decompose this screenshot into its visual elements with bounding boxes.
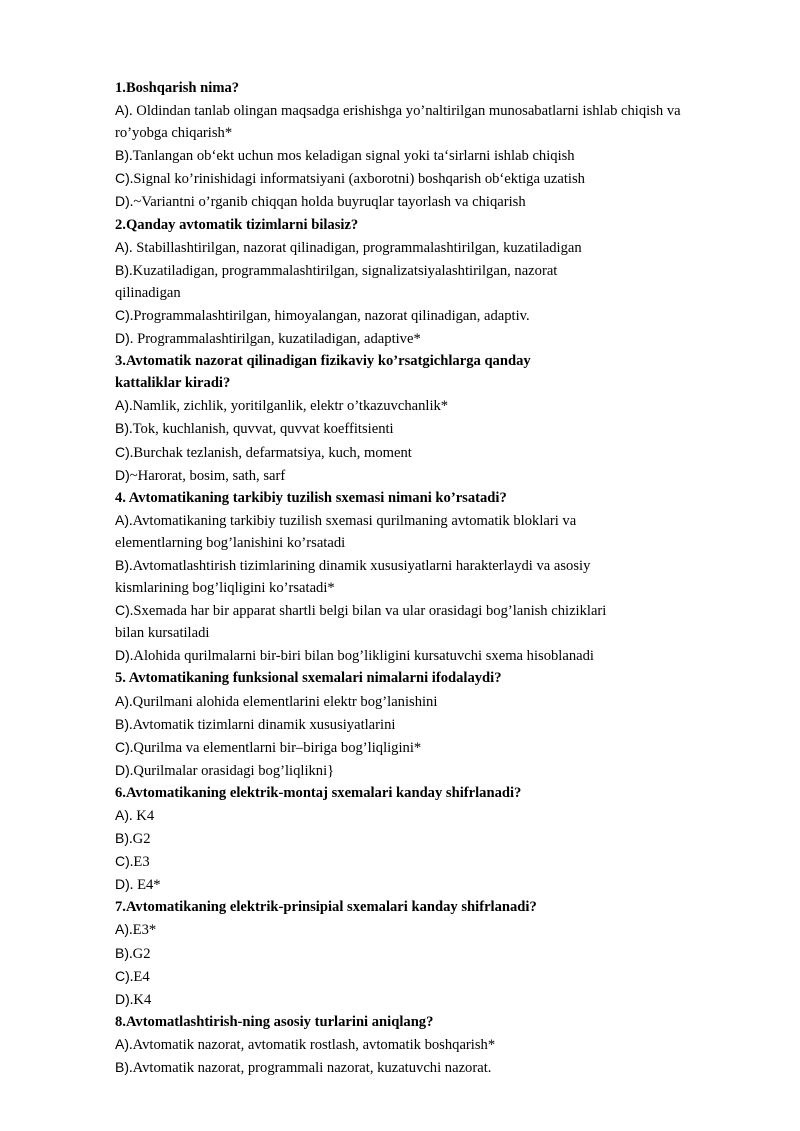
option-letter: B) xyxy=(115,556,129,573)
answer-option xyxy=(115,259,755,282)
option-text: .Avtomatlashtirish tizimlarining dinamik xususiyatlarni harakterlaydi va asosiy xyxy=(129,557,591,574)
answer-option xyxy=(115,850,755,873)
question-block xyxy=(115,350,755,487)
option-text: .Tanlangan ob‘ekt uchun mos keladigan signal yoki ta‘sirlarni ishlab chiqish xyxy=(129,148,575,165)
answer-option xyxy=(115,988,755,1011)
question-title: 2.Qanday avtomatik tizimlarni bilasiz? xyxy=(115,216,359,233)
option-letter: A) xyxy=(115,511,129,528)
option-text: . Stabillashtirilgan, nazorat qilinadigan, programmalashtirilgan, kuzatiladigan xyxy=(129,239,582,256)
option-letter: D) xyxy=(115,876,130,893)
question-title: 4. Avtomatikaning tarkibiy tuzilish sxemasi nimani ko’rsatadi? xyxy=(115,489,507,506)
option-letter: B) xyxy=(115,1059,129,1076)
answer-option xyxy=(115,736,755,759)
question-title: 5. Avtomatikaning funksional sxemalari nimalarni ifodalaydi? xyxy=(115,670,502,687)
answer-option xyxy=(115,644,755,667)
answer-option xyxy=(115,417,755,440)
question-title: kattaliklar kiradi? xyxy=(115,375,231,392)
question-block xyxy=(115,667,755,781)
option-text: .Kuzatiladigan, programmalashtirilgan, signalizatsiyalashtirilgan, nazorat xyxy=(129,262,558,279)
answer-option xyxy=(115,441,755,464)
answer-option xyxy=(115,464,755,487)
question-block xyxy=(115,782,755,896)
option-letter: A) xyxy=(115,921,129,938)
answer-option xyxy=(115,577,755,599)
question-title: 7.Avtomatikaning elektrik-prinsipial sxemalari kanday shifrlanadi? xyxy=(115,899,537,916)
question-block xyxy=(115,214,755,351)
option-text: .Namlik, zichlik, yoritilganlik, elektr o’tkazuvchanlik* xyxy=(129,398,449,415)
option-text: .Avtomatik tizimlarni dinamik xususiyatlarini xyxy=(129,716,396,733)
option-letter: C) xyxy=(115,602,130,619)
answer-option xyxy=(115,282,755,304)
option-letter: B) xyxy=(115,420,129,437)
answer-option xyxy=(115,327,755,350)
option-text: .Signal ko’rinishidagi informatsiyani (axborotni) boshqarish ob‘ektiga uzatish xyxy=(129,171,585,188)
answer-option xyxy=(115,942,755,965)
option-text: .E4 xyxy=(129,968,150,985)
answer-option xyxy=(115,509,755,532)
option-text: .Avtomatikaning tarkibiy tuzilish sxemasi qurilmaning avtomatik bloklari va xyxy=(129,512,577,529)
answer-option xyxy=(115,827,755,850)
option-letter: C) xyxy=(115,306,130,323)
option-letter: C) xyxy=(115,967,130,984)
option-text: .Qurilmalar orasidagi bog’liqlikni} xyxy=(129,762,335,779)
question-block xyxy=(115,77,755,214)
option-letter: A) xyxy=(115,397,129,414)
option-text: . K4 xyxy=(129,808,155,824)
answer-option xyxy=(115,304,755,327)
option-text: .Qurilmani alohida elementlarini elektr bog’lanishini xyxy=(129,693,438,710)
option-text: .G2 xyxy=(129,945,151,962)
option-text: .E3 xyxy=(129,854,150,871)
answer-option xyxy=(115,690,755,713)
answer-option xyxy=(115,236,755,259)
option-letter: A) xyxy=(115,102,129,119)
answer-option xyxy=(115,1056,755,1079)
option-letter: C) xyxy=(115,443,130,460)
option-text: bilan kursatiladi xyxy=(115,625,210,642)
answer-option xyxy=(115,99,755,122)
option-text: kismlarining bog’liqligini ko’rsatadi* xyxy=(115,580,335,597)
option-text: .Avtomatik nazorat, programmali nazorat, kuzatuvchi nazorat. xyxy=(129,1060,492,1077)
option-letter: D) xyxy=(115,990,130,1007)
option-letter: A) xyxy=(115,692,129,709)
answer-option xyxy=(115,804,755,827)
option-letter: A) xyxy=(115,1035,129,1052)
option-text: .Alohida qurilmalarni bir-biri bilan bog’likligini kursatuvchi sxema hisoblanadi xyxy=(129,648,594,665)
question-list xyxy=(115,77,755,1079)
option-text: . Oldindan tanlab olingan maqsadga erishishga yo’naltirilgan munosabatlarni ishlab chiqish va xyxy=(129,103,681,120)
option-letter: D) xyxy=(115,761,130,778)
option-text: ro’yobga chiqarish* xyxy=(115,125,233,142)
option-text: .Programmalashtirilgan, himoyalangan, nazorat qilinadigan, adaptiv. xyxy=(129,307,530,324)
answer-option xyxy=(115,394,755,417)
option-letter: B) xyxy=(115,147,129,164)
question-title: 3.Avtomatik nazorat qilinadigan fizikaviy ko’rsatgichlarga qanday xyxy=(115,353,531,370)
option-text: .K4 xyxy=(129,991,152,1008)
answer-option xyxy=(115,1033,755,1056)
option-text: . Programmalashtirilgan, kuzatiladigan, adaptive* xyxy=(129,331,421,348)
answer-option xyxy=(115,167,755,190)
option-letter: C) xyxy=(115,170,130,187)
option-letter: D) xyxy=(115,193,130,210)
option-letter: B) xyxy=(115,830,129,847)
answer-option xyxy=(115,122,755,144)
option-text: qilinadigan xyxy=(115,284,181,301)
option-letter: B) xyxy=(115,261,129,278)
option-text: .E3* xyxy=(129,922,157,939)
option-letter: A) xyxy=(115,807,129,823)
question-title: 1.Boshqarish nima? xyxy=(115,80,240,96)
answer-option xyxy=(115,554,755,577)
answer-option xyxy=(115,965,755,988)
answer-option xyxy=(115,532,755,554)
answer-option xyxy=(115,190,755,213)
question-block xyxy=(115,1011,755,1079)
option-letter: B) xyxy=(115,944,129,961)
option-text: ~Harorat, bosim, sath, sarf xyxy=(129,467,286,484)
question-block xyxy=(115,487,755,668)
option-letter: A) xyxy=(115,238,129,255)
option-text: .Avtomatik nazorat, avtomatik rostlash, avtomatik boshqarish* xyxy=(129,1036,496,1053)
option-text: .G2 xyxy=(129,831,151,848)
answer-option xyxy=(115,759,755,782)
answer-option xyxy=(115,918,755,941)
option-letter: D) xyxy=(115,330,130,347)
option-text: .Tok, kuchlanish, quvvat, quvvat koeffitsienti xyxy=(129,421,394,438)
option-text: elementlarning bog’lanishini ko’rsatadi xyxy=(115,534,346,551)
option-text: .~Variantni o’rganib chiqqan holda buyruqlar tayorlash va chiqarish xyxy=(129,194,526,211)
option-text: .Sxemada har bir apparat shartli belgi bilan va ular orasidagi bog’lanish chiziklari xyxy=(129,603,607,620)
option-letter: D) xyxy=(115,647,130,664)
question-title: 6.Avtomatikaning elektrik-montaj sxemalari kanday shifrlanadi? xyxy=(115,784,522,801)
answer-option xyxy=(115,144,755,167)
answer-option xyxy=(115,873,755,896)
option-letter: C) xyxy=(115,853,130,870)
option-text: .Burchak tezlanish, defarmatsiya, kuch, moment xyxy=(129,444,412,461)
option-text: . E4* xyxy=(129,877,161,894)
question-block xyxy=(115,896,755,1010)
answer-option xyxy=(115,713,755,736)
option-letter: B) xyxy=(115,715,129,732)
option-letter: D) xyxy=(115,466,130,483)
answer-option xyxy=(115,622,755,644)
question-title: 8.Avtomatlashtirish-ning asosiy turlarini aniqlang? xyxy=(115,1013,434,1030)
option-text: .Qurilma va elementlarni bir–biriga bog’liqligini* xyxy=(129,739,422,756)
answer-option xyxy=(115,599,755,622)
option-letter: C) xyxy=(115,738,130,755)
